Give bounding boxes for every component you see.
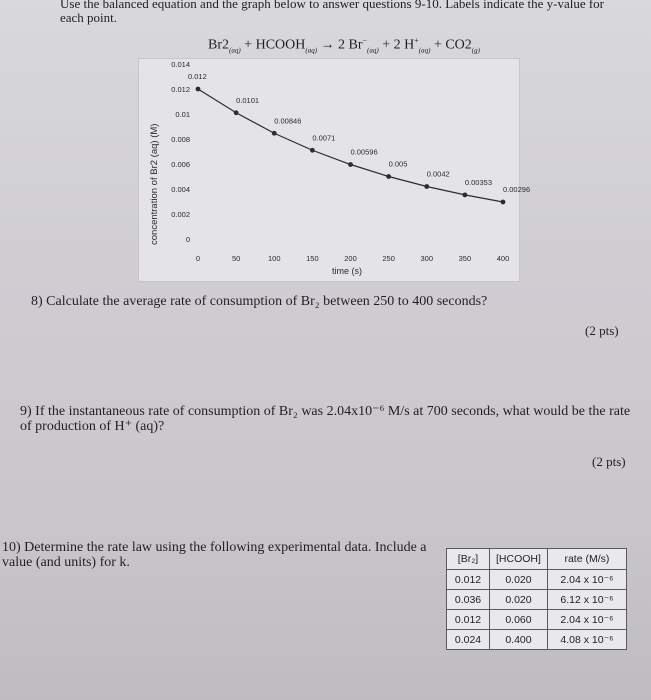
cell-rate: 4.08 x 10⁻⁶ [547,630,626,650]
data-point [424,184,429,189]
table-row [447,610,627,630]
cell-rate: 2.04 x 10⁻⁶ [547,610,626,630]
x-tick-label: 0 [195,254,201,263]
br2-concentration-chart [0,0,651,300]
instructions-line: Use the balanced equation and the graph below to answer questions 9-10. Labels indicate the y-value for [60,0,605,11]
cell-rate: 6.12 x 10⁻⁶ [547,590,626,610]
data-point [386,174,391,179]
x-tick-labels [196,254,509,263]
data-point [272,131,277,136]
product-co2: CO2 [445,37,472,53]
br2-series-line [198,89,503,202]
product-br-ion: 2 Br [338,37,363,53]
cell-hcooh: 0.400 [490,630,548,650]
data-point [462,192,467,197]
cell-br2: 0.012 [447,610,490,630]
y-tick-label: 0.01 [175,110,190,119]
reactant-hcooh-state: (aq) [305,46,318,55]
question-8: 8) Calculate the average rate of consumption of Br₂ between 250 to 400 seconds? [31,294,488,309]
table-header-row [447,549,627,570]
rate-data-table [446,548,627,650]
data-label: 0.00296 [503,185,531,194]
y-axis-label: concentration of Br2 (aq) (M) [149,123,160,245]
x-tick-label: 300 [420,254,434,263]
cell-br2: 0.036 [447,590,490,610]
product-h-charge: + [414,36,419,45]
instructions-line-continued: each point. [60,10,118,25]
data-label: 0.00596 [350,147,378,157]
product-h-state: (aq) [418,46,431,55]
plus-sign: + [240,37,256,53]
cell-br2: 0.012 [447,570,490,590]
data-label: 0.012 [188,72,207,81]
cell-rate: 2.04 x 10⁻⁶ [547,570,626,590]
data-point [196,87,201,92]
cell-br2: 0.024 [447,630,490,650]
reactant-br2-state: (aq) [229,46,241,55]
x-tick-label: 200 [344,254,357,263]
plus-sign: + [378,37,394,53]
plus-sign: + [430,37,446,53]
table-row [447,590,627,610]
product-co2-state: (g) [471,46,480,55]
data-point [234,110,239,115]
question-9: 9) If the instantaneous rate of consumption of Br₂ was 2.04x10⁻⁶ M/s at 700 seconds, what would be the rate of production of H⁺ (aq)? [20,404,631,434]
y-tick-label: 0.006 [171,160,190,169]
cell-hcooh: 0.020 [490,590,548,610]
data-point [501,200,506,205]
data-label: 0.00846 [274,116,302,126]
header-rate: rate (M/s) [547,549,626,570]
x-tick-label: 400 [496,254,510,263]
data-label: 0.0071 [312,133,336,143]
x-axis-label: time (s) [332,266,362,276]
x-tick-label: 50 [231,254,241,263]
reaction-arrow: → [317,37,339,53]
x-tick-label: 150 [306,254,319,263]
y-tick-labels [171,60,190,244]
cell-hcooh: 0.020 [490,570,548,590]
y-tick-label: 0 [185,235,190,244]
data-labels [188,72,530,194]
data-label: 0.0101 [236,95,260,105]
table-row [447,570,627,590]
y-tick-label: 0.014 [171,60,190,69]
y-tick-label: 0.008 [171,135,190,144]
data-point [310,148,315,153]
data-label: 0.0042 [426,169,450,179]
question-8-points: (2 pts) [585,323,619,338]
x-tick-label: 250 [382,254,395,263]
x-tick-label: 100 [267,254,281,263]
cell-hcooh: 0.060 [490,610,548,630]
question-9-points: (2 pts) [592,454,626,469]
product-br-charge: − [362,36,368,45]
product-br-state: (aq) [367,46,379,55]
y-tick-label: 0.012 [171,85,190,94]
header-hcooh: [HCOOH] [490,549,548,570]
data-point [348,162,353,167]
reactant-hcooh: HCOOH [255,37,306,53]
y-tick-label: 0.004 [171,185,190,194]
reactant-br2: Br2 [208,37,229,53]
table-row [447,630,627,650]
x-tick-label: 350 [458,254,472,263]
question-10: 10) Determine the rate law using the following experimental data. Include a value (and units) for k. [2,540,427,570]
y-tick-label: 0.002 [171,210,190,219]
header-br2: [Br₂] [447,549,490,570]
product-h-ion: 2 H [393,37,415,53]
data-label: 0.00353 [464,177,492,187]
data-label: 0.005 [388,159,408,169]
